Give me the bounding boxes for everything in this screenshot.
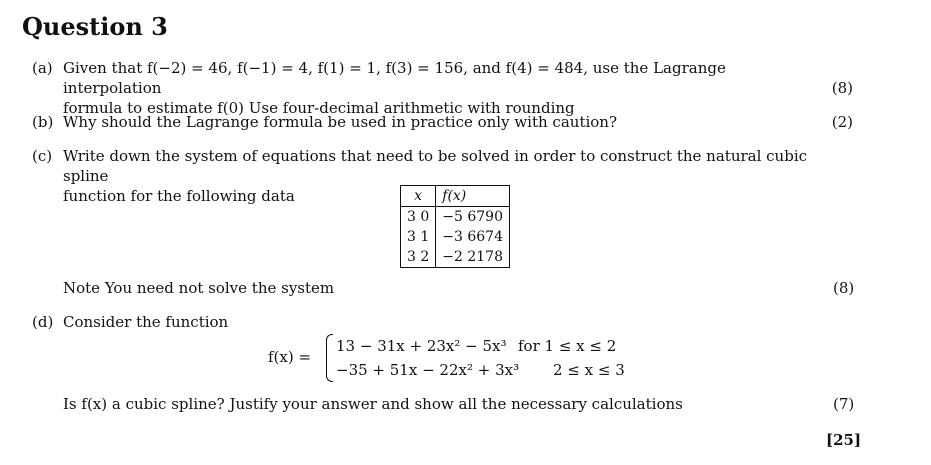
part-a-line-2: formula to estimate f(0) Use four-decimal arithmetic with rounding — [63, 99, 575, 117]
table-cell-x: 3 0 — [401, 207, 436, 228]
function-lhs: f(x) = — [268, 348, 312, 366]
table-cell-x: 3 2 — [401, 247, 436, 268]
part-d-marks: (7) — [833, 395, 855, 413]
table-header-x: x — [401, 186, 436, 207]
part-a-label: (a) — [32, 59, 53, 77]
part-a — [32, 58, 857, 117]
part-b-marks: (2) — [831, 113, 853, 131]
part-a-marks: (8) — [831, 79, 853, 97]
part-b-text: Why should the Lagrange formula be used in practice only with caution? — [63, 113, 617, 131]
piece-2-expression: −35 + 51x − 22x² + 3x³ — [336, 361, 520, 379]
part-c-line-2: function for the following data — [63, 187, 295, 205]
table-cell-fx: −2 2178 — [442, 249, 503, 265]
piece-2-condition: 2 ≤ x ≤ 3 — [553, 361, 625, 379]
table-cell-fx: −5 6790 — [442, 209, 503, 225]
table-row — [401, 207, 510, 228]
question-heading: Question 3 — [22, 12, 168, 41]
table-row — [401, 247, 510, 268]
part-b — [32, 112, 857, 132]
piece-1-condition: for 1 ≤ x ≤ 2 — [518, 337, 617, 355]
part-d-intro: Consider the function — [63, 313, 229, 331]
piece-1-expression: 13 − 31x + 23x² − 5x³ — [336, 337, 507, 355]
table-header-row — [401, 186, 510, 207]
piecewise-brace — [326, 334, 333, 382]
part-c-note: Note You need not solve the system — [63, 279, 335, 297]
table-row — [401, 227, 510, 247]
part-a-line-1: Given that f(−2) = 46, f(−1) = 4, f(1) = 1, f(3) = 156, and f(4) = 484, use the Lagrange interpolation — [63, 59, 726, 97]
part-a-text — [63, 58, 787, 118]
part-c-line-1: Write down the system of equations that need to be solved in order to construct the natural cubic spline — [63, 147, 808, 185]
table-cell-fx: −3 6674 — [442, 229, 503, 245]
part-c-label: (c) — [32, 147, 53, 165]
part-c-marks: (8) — [833, 279, 855, 297]
spline-data-table — [400, 185, 510, 268]
part-d — [32, 312, 857, 332]
part-b-label: (b) — [32, 113, 54, 131]
total-marks: [25] — [826, 431, 862, 449]
part-d-label: (d) — [32, 313, 54, 331]
table-header-fx: f(x) — [436, 186, 510, 207]
part-d-question: Is f(x) a cubic spline? Justify your answer and show all the necessary calculations — [63, 395, 683, 413]
table-cell-x: 3 1 — [401, 227, 436, 247]
